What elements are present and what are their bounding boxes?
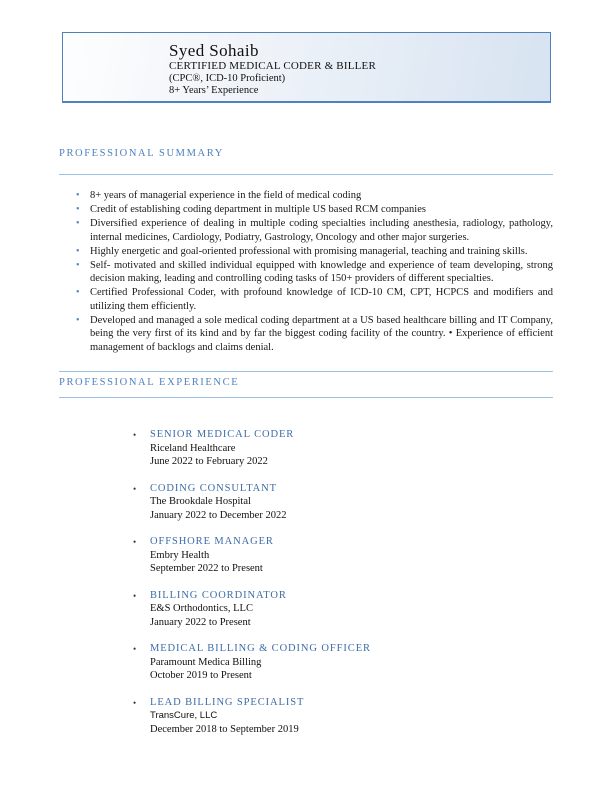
header-text-block: [169, 41, 550, 98]
candidate-title: CERTIFIED MEDICAL CODER & BILLER: [169, 60, 376, 72]
job-entry: [133, 696, 513, 737]
job-company: Paramount Medica Billing: [150, 656, 262, 668]
experience-section-heading: PROFESSIONAL EXPERIENCE: [59, 371, 553, 398]
job-title: LEAD BILLING SPECIALIST: [150, 696, 305, 708]
job-details: [150, 642, 371, 683]
summary-bullet-item: [76, 217, 553, 244]
summary-bullet-item: [76, 314, 553, 355]
candidate-name: Syed Sohaib: [169, 41, 259, 60]
bullet-icon: •: [76, 218, 80, 229]
summary-section-heading: PROFESSIONAL SUMMARY: [59, 148, 553, 175]
candidate-experience-years: 8+ Years’ Experience: [169, 85, 259, 96]
job-entry: [133, 589, 513, 630]
bullet-icon: •: [76, 245, 80, 257]
summary-bullet-text: 8+ years of managerial experience in the field of medical coding: [90, 190, 362, 201]
summary-bullet-text: Certified Professional Coder, with profound knowledge of ICD-10 CM, CPT, HCPCS and modifiers and utilizing them efficiently.: [90, 287, 553, 312]
job-details: [150, 696, 304, 737]
summary-bullet-text: Credit of establishing coding department in multiple US based RCM companies: [90, 204, 426, 215]
summary-bullet-text: Highly energetic and goal-oriented professional with promising managerial, teaching and training skills.: [90, 245, 528, 257]
bullet-icon: •: [76, 259, 80, 271]
bullet-icon: •: [133, 537, 137, 547]
bullet-icon: •: [133, 590, 137, 601]
job-entry: [133, 642, 513, 683]
summary-bullet-item: [76, 189, 553, 203]
job-company: Embry Health: [150, 549, 210, 561]
summary-bullet-text: Self- motivated and skilled individual equipped with knowledge and experience of team developing, strong decision making, leading and controlling coding tasks of 150+ providers of different specialties.: [90, 259, 553, 284]
job-title: SENIOR MEDICAL CODER: [150, 429, 295, 440]
job-dates: October 2019 to Present: [150, 670, 252, 681]
job-list: [133, 428, 513, 749]
job-company: Riceland Healthcare: [150, 442, 236, 454]
job-company: TransCure, LLC: [150, 710, 218, 721]
job-entry: [133, 535, 513, 576]
bullet-icon: •: [133, 644, 137, 654]
job-details: [150, 482, 286, 523]
bullet-icon: •: [76, 314, 80, 326]
job-entry: [133, 428, 513, 469]
bullet-icon: •: [133, 483, 137, 494]
bullet-icon: •: [76, 204, 80, 215]
job-details: [150, 589, 287, 630]
bullet-icon: •: [133, 697, 137, 708]
summary-bullet-text: Diversified experience of dealing in multiple coding specialties including anesthesia, radiology, pathology, internal medicines, Cardiology, Podiatry, Gastrology, Oncology and other major surgeries.: [90, 218, 553, 243]
job-dates: June 2022 to February 2022: [150, 456, 268, 467]
job-title: MEDICAL BILLING & CODING OFFICER: [150, 643, 371, 654]
summary-bullet-item: [76, 203, 553, 217]
job-title: CODING CONSULTANT: [150, 482, 277, 494]
job-title: OFFSHORE MANAGER: [150, 536, 274, 547]
summary-bullet-list: [76, 189, 553, 355]
summary-bullet-item: [76, 245, 553, 259]
summary-bullet-item: [76, 259, 553, 286]
job-company: The Brookdale Hospital: [150, 496, 251, 507]
summary-bullet-text: Developed and managed a sole medical coding department at a US based healthcare billing and IT Company, being the very first of its kind and by far the biggest coding facility of the country. • Experience of efficient management of backlogs and claims denial.: [90, 314, 553, 353]
header-banner: [62, 32, 551, 103]
bullet-icon: •: [76, 190, 80, 201]
job-dates: December 2018 to September 2019: [150, 723, 299, 735]
bullet-icon: •: [133, 430, 137, 440]
job-dates: September 2022 to Present: [150, 563, 263, 574]
bullet-icon: •: [76, 287, 80, 298]
summary-bullet-item: [76, 286, 553, 313]
job-title: BILLING COORDINATOR: [150, 589, 287, 601]
job-dates: January 2022 to Present: [150, 616, 251, 628]
job-entry: [133, 482, 513, 523]
job-company: E&S Orthodontics, LLC: [150, 603, 253, 614]
job-details: [150, 428, 294, 469]
candidate-credentials: (CPC®, ICD-10 Proficient): [169, 72, 286, 84]
job-details: [150, 535, 274, 576]
job-dates: January 2022 to December 2022: [150, 509, 287, 521]
